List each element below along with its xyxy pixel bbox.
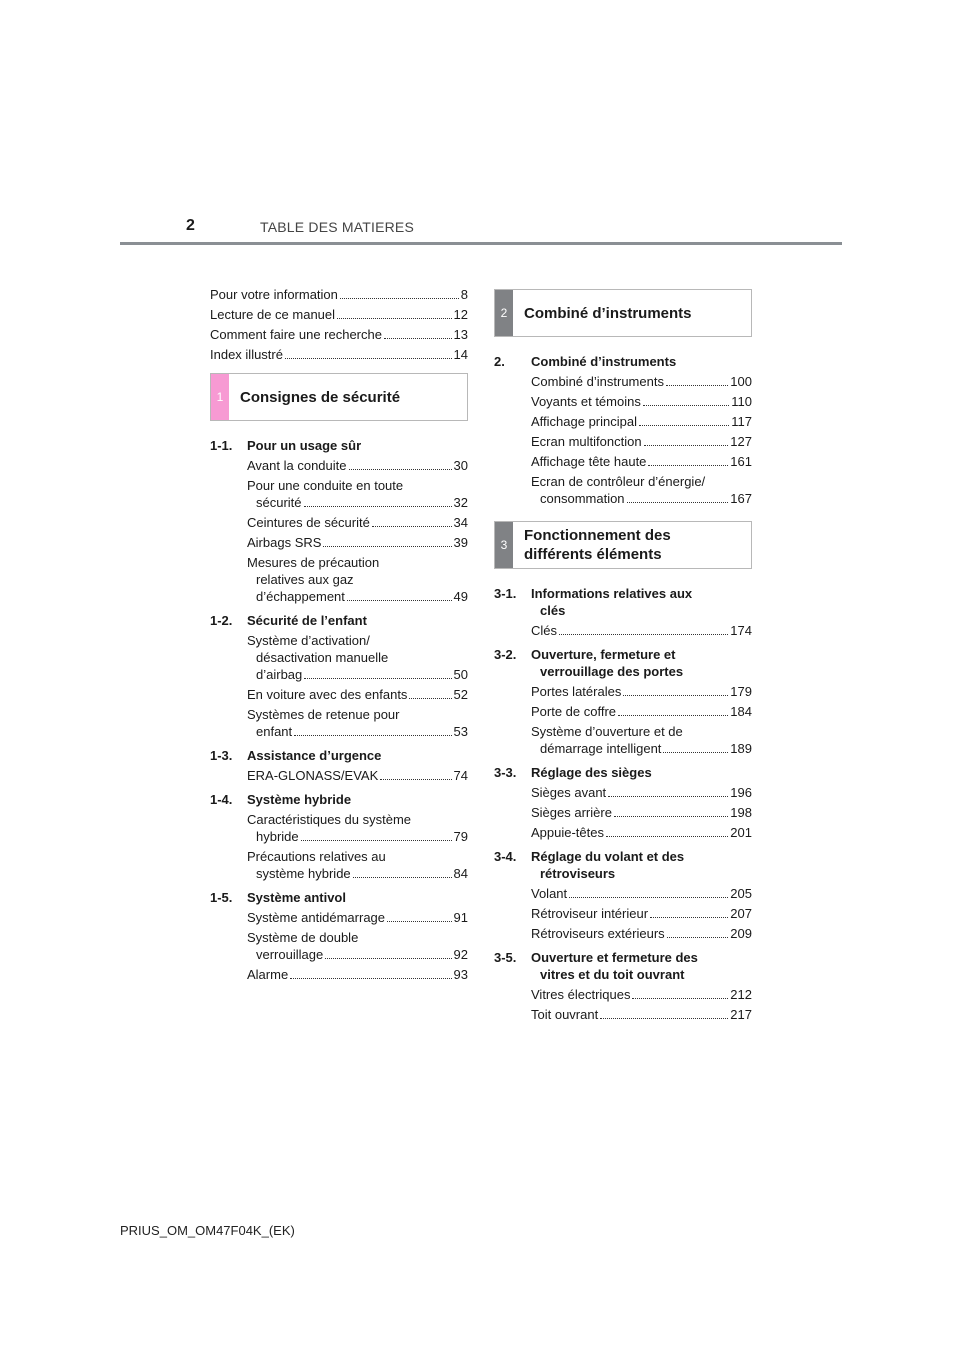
chapter-tab: 3 bbox=[495, 522, 513, 568]
toc-entry-line bbox=[247, 666, 468, 683]
toc-entry[interactable] bbox=[494, 723, 752, 757]
section-number: 1-1. bbox=[210, 438, 233, 453]
toc-entry[interactable] bbox=[210, 306, 468, 323]
toc-entry-line bbox=[210, 286, 468, 303]
toc-entry[interactable] bbox=[210, 966, 468, 983]
toc-entry-page: 91 bbox=[453, 910, 468, 925]
chapter-1 bbox=[210, 373, 468, 983]
chapter-tab: 1 bbox=[211, 374, 229, 420]
toc-entry[interactable] bbox=[210, 811, 468, 845]
section-title: Ouverture, fermeture et verrouillage des portes bbox=[531, 647, 684, 679]
dot-leader bbox=[337, 318, 452, 319]
toc-entry-label: Caractéristiques du système bbox=[247, 812, 412, 827]
toc-entry[interactable] bbox=[210, 632, 468, 683]
toc-entry[interactable] bbox=[494, 473, 752, 507]
toc-entry-label: Appuie-têtes bbox=[531, 825, 604, 840]
toc-entry-label: Sièges arrière bbox=[531, 805, 612, 820]
toc-entry-line bbox=[247, 828, 468, 845]
page-number: 2 bbox=[186, 217, 195, 234]
toc-entry[interactable] bbox=[210, 286, 468, 303]
toc-entry-page: 12 bbox=[453, 307, 468, 322]
toc-entry-page: 110 bbox=[731, 394, 752, 409]
toc-entry[interactable] bbox=[494, 453, 752, 470]
section-heading[interactable] bbox=[494, 353, 752, 370]
toc-entry-page: 167 bbox=[730, 491, 752, 506]
section-heading[interactable] bbox=[494, 585, 752, 619]
dot-leader bbox=[627, 502, 729, 503]
toc-entry-label-end: verrouillage bbox=[256, 947, 324, 962]
toc-entry-line bbox=[210, 346, 468, 363]
toc-entry-label-end: sécurité bbox=[256, 495, 302, 510]
toc-entry-label: Précautions relatives au bbox=[247, 849, 386, 864]
toc-entry-page: 93 bbox=[453, 967, 468, 982]
toc-entry[interactable] bbox=[210, 929, 468, 963]
footer-code: PRIUS_OM_OM47F04K_(EK) bbox=[120, 1223, 295, 1238]
toc-entry-page: 100 bbox=[730, 374, 752, 389]
toc-entry-page: 32 bbox=[453, 495, 468, 510]
toc-entry[interactable] bbox=[210, 477, 468, 511]
toc-entry-line bbox=[210, 326, 468, 343]
toc-column-right bbox=[494, 289, 752, 1026]
section-number: 3-2. bbox=[494, 647, 517, 662]
toc-entry-label: Système d’ouverture et de bbox=[531, 724, 683, 739]
section-number: 1-2. bbox=[210, 613, 233, 628]
chapter-2 bbox=[494, 289, 752, 507]
toc-entry-page: 217 bbox=[730, 1007, 752, 1022]
section-title: Réglage du volant et des rétroviseurs bbox=[531, 849, 685, 881]
chapter-tab: 2 bbox=[495, 290, 513, 336]
dot-leader bbox=[301, 840, 452, 841]
section-title: Système antivol bbox=[247, 890, 346, 905]
toc-entry-label: ERA-GLONASS/EVAK bbox=[247, 768, 379, 783]
dot-leader bbox=[663, 752, 728, 753]
dot-leader bbox=[380, 779, 451, 780]
toc-entry-label: Voyants et témoins bbox=[531, 394, 641, 409]
section-heading[interactable] bbox=[210, 791, 468, 808]
toc-entry-label: Pour une conduite en toute bbox=[247, 478, 404, 493]
dot-leader bbox=[347, 600, 452, 601]
dot-leader bbox=[349, 469, 452, 470]
toc-entry-label: Vitres électriques bbox=[531, 987, 631, 1002]
toc-entry-page: 209 bbox=[730, 926, 752, 941]
toc-entry-label: En voiture avec des enfants bbox=[247, 687, 408, 702]
section-title: Ouverture et fermeture des vitres et du toit ouvrant bbox=[531, 950, 698, 982]
chapter-title: Consignes de sécurité bbox=[240, 388, 401, 406]
toc-entry-label: Mesures de précaution relatives aux gaz bbox=[247, 555, 380, 587]
toc-entry-page: 52 bbox=[453, 687, 468, 702]
section-heading[interactable] bbox=[210, 437, 468, 454]
toc-entry-label: Comment faire une recherche bbox=[210, 327, 382, 342]
section-heading[interactable] bbox=[494, 646, 752, 680]
toc-entry-page: 127 bbox=[730, 434, 752, 449]
section-heading[interactable] bbox=[210, 747, 468, 764]
toc-entry-label: Ecran multifonction bbox=[531, 434, 642, 449]
chapter-heading bbox=[210, 373, 468, 421]
chapter-heading bbox=[494, 289, 752, 337]
section-number: 1-3. bbox=[210, 748, 233, 763]
toc-entry-label: Clés bbox=[531, 623, 558, 638]
toc-entry-line bbox=[531, 393, 752, 410]
toc-entry-page: 74 bbox=[453, 768, 468, 783]
toc-entry-line bbox=[531, 784, 752, 801]
toc-entry[interactable] bbox=[494, 885, 752, 902]
dot-leader bbox=[623, 695, 728, 696]
toc-column-left bbox=[210, 286, 468, 986]
toc-entry-line bbox=[531, 413, 752, 430]
dot-leader bbox=[323, 546, 451, 547]
toc-entry-page: 39 bbox=[453, 535, 468, 550]
toc-entry-page: 84 bbox=[453, 866, 468, 881]
toc-entry[interactable] bbox=[494, 1006, 752, 1023]
toc-entry-line bbox=[247, 588, 468, 605]
dot-leader bbox=[559, 634, 728, 635]
intro-list bbox=[210, 286, 468, 363]
toc-entry-line bbox=[247, 514, 468, 531]
dot-leader bbox=[644, 445, 729, 446]
toc-entry-line bbox=[531, 905, 752, 922]
toc-entry-line bbox=[247, 686, 468, 703]
toc-entry-line bbox=[531, 490, 752, 507]
section-number: 2. bbox=[494, 354, 505, 369]
toc-entry-line bbox=[210, 306, 468, 323]
toc-entry[interactable] bbox=[210, 909, 468, 926]
toc-entry[interactable] bbox=[494, 784, 752, 801]
toc-entry-page: 207 bbox=[730, 906, 752, 921]
section-number: 1-5. bbox=[210, 890, 233, 905]
dot-leader bbox=[600, 1018, 728, 1019]
toc-entry-label: Avant la conduite bbox=[247, 458, 347, 473]
toc-entry-line bbox=[531, 804, 752, 821]
toc-entry[interactable] bbox=[210, 848, 468, 882]
toc-entry-line bbox=[531, 622, 752, 639]
toc-entry-line bbox=[531, 824, 752, 841]
dot-leader bbox=[569, 897, 728, 898]
page-header bbox=[120, 214, 842, 246]
chapter-heading bbox=[494, 521, 752, 569]
toc-entry-line bbox=[247, 966, 468, 983]
toc-entry-label-end: démarrage intelligent bbox=[540, 741, 662, 756]
header-title: TABLE DES MATIERES bbox=[260, 219, 415, 235]
toc-entry-page: 161 bbox=[730, 454, 752, 469]
dot-leader bbox=[666, 385, 728, 386]
toc-entry-label: Portes latérales bbox=[531, 684, 622, 699]
chapter-3 bbox=[494, 521, 752, 1023]
toc-entry[interactable] bbox=[494, 804, 752, 821]
toc-entry[interactable] bbox=[494, 393, 752, 410]
toc-entry-label: Système de double bbox=[247, 930, 359, 945]
toc-entry-page: 189 bbox=[730, 741, 752, 756]
toc-entry-line bbox=[247, 865, 468, 882]
toc-entry[interactable] bbox=[210, 326, 468, 343]
toc-entry[interactable] bbox=[494, 373, 752, 390]
toc-entry[interactable] bbox=[210, 457, 468, 474]
section-title: Combiné d’instruments bbox=[531, 354, 677, 369]
toc-entry-label: Système d’activation/ désactivation manuelle bbox=[247, 633, 389, 665]
toc-entry[interactable] bbox=[210, 767, 468, 784]
toc-entry-label: Combiné d’instruments bbox=[531, 374, 664, 389]
toc-entry-line bbox=[247, 723, 468, 740]
dot-leader bbox=[384, 338, 452, 339]
toc-entry-line bbox=[247, 494, 468, 511]
toc-entry-label-end: d’échappement bbox=[256, 589, 345, 604]
toc-entry[interactable] bbox=[494, 986, 752, 1003]
section-heading[interactable] bbox=[494, 848, 752, 882]
section-heading[interactable] bbox=[210, 612, 468, 629]
toc-entry-page: 174 bbox=[730, 623, 752, 638]
toc-entry-line bbox=[531, 433, 752, 450]
toc-entry-page: 53 bbox=[453, 724, 468, 739]
toc-entry-page: 92 bbox=[453, 947, 468, 962]
dot-leader bbox=[606, 836, 728, 837]
toc-entry[interactable] bbox=[210, 706, 468, 740]
toc-entry-line bbox=[247, 909, 468, 926]
dot-leader bbox=[290, 978, 451, 979]
toc-entry-line bbox=[247, 767, 468, 784]
toc-entry-line bbox=[531, 740, 752, 757]
toc-entry-page: 50 bbox=[453, 667, 468, 682]
section-number: 1-4. bbox=[210, 792, 233, 807]
toc-entry-line bbox=[247, 946, 468, 963]
toc-entry-label-end: enfant bbox=[256, 724, 293, 739]
dot-leader bbox=[294, 735, 451, 736]
section-number: 3-4. bbox=[494, 849, 517, 864]
toc-entry-label: Pour votre information bbox=[210, 287, 338, 302]
toc-entry-label-end: système hybride bbox=[256, 866, 351, 881]
toc-entry-label-end: consommation bbox=[540, 491, 625, 506]
dot-leader bbox=[650, 917, 728, 918]
toc-entry-page: 117 bbox=[731, 414, 752, 429]
toc-entry-page: 198 bbox=[730, 805, 752, 820]
dot-leader bbox=[648, 465, 728, 466]
section-title: Pour un usage sûr bbox=[247, 438, 362, 453]
section-title: Système hybride bbox=[247, 792, 352, 807]
dot-leader bbox=[372, 526, 452, 527]
toc-entry-line bbox=[247, 534, 468, 551]
dot-leader bbox=[667, 937, 729, 938]
dot-leader bbox=[387, 921, 452, 922]
toc-entry-label: Airbags SRS bbox=[247, 535, 322, 550]
dot-leader bbox=[353, 877, 452, 878]
toc-entry-page: 184 bbox=[730, 704, 752, 719]
toc-entry[interactable] bbox=[494, 703, 752, 720]
toc-entry[interactable] bbox=[210, 554, 468, 605]
toc-entry[interactable] bbox=[210, 534, 468, 551]
dot-leader bbox=[643, 405, 729, 406]
toc-entry-page: 179 bbox=[730, 684, 752, 699]
toc-entry[interactable] bbox=[494, 433, 752, 450]
toc-entry-label: Volant bbox=[531, 886, 568, 901]
dot-leader bbox=[614, 816, 728, 817]
dot-leader bbox=[304, 678, 451, 679]
toc-entry-page: 13 bbox=[453, 327, 468, 342]
toc-entry-page: 34 bbox=[453, 515, 468, 530]
section-title: Réglage des sièges bbox=[531, 765, 652, 780]
toc-entry-label: Sièges avant bbox=[531, 785, 607, 800]
toc-entry-page: 30 bbox=[453, 458, 468, 473]
toc-entry-page: 79 bbox=[453, 829, 468, 844]
toc-entry-label: Systèmes de retenue pour bbox=[247, 707, 400, 722]
toc-entry-line bbox=[531, 703, 752, 720]
toc-entry-label: Toit ouvrant bbox=[531, 1007, 599, 1022]
toc-entry-line bbox=[531, 453, 752, 470]
toc-entry-page: 212 bbox=[730, 987, 752, 1002]
toc-entry-label-end: hybride bbox=[256, 829, 299, 844]
section-title: Sécurité de l’enfant bbox=[247, 613, 367, 628]
toc-entry-line bbox=[531, 373, 752, 390]
toc-entry[interactable] bbox=[494, 683, 752, 700]
toc-entry[interactable] bbox=[210, 686, 468, 703]
toc-entry[interactable] bbox=[210, 514, 468, 531]
chapter-title: Combiné d’instruments bbox=[524, 304, 692, 322]
toc-entry-page: 49 bbox=[453, 589, 468, 604]
dot-leader bbox=[639, 425, 729, 426]
dot-leader bbox=[632, 998, 728, 999]
section-heading[interactable] bbox=[494, 764, 752, 781]
toc-entry-line bbox=[531, 1006, 752, 1023]
toc-entry-label: Lecture de ce manuel bbox=[210, 307, 336, 322]
dot-leader bbox=[304, 506, 452, 507]
toc-entry[interactable] bbox=[494, 824, 752, 841]
toc-entry-page: 205 bbox=[730, 886, 752, 901]
section-heading[interactable] bbox=[210, 889, 468, 906]
section-number: 3-1. bbox=[494, 586, 517, 601]
section-title: Assistance d’urgence bbox=[247, 748, 382, 763]
dot-leader bbox=[340, 298, 459, 299]
toc-entry[interactable] bbox=[494, 622, 752, 639]
toc-entry[interactable] bbox=[494, 925, 752, 942]
toc-entry-label: Rétroviseur intérieur bbox=[531, 906, 649, 921]
chapter-title: Fonctionnement des différents éléments bbox=[524, 527, 671, 563]
header-rule bbox=[120, 242, 842, 245]
toc-entry-line bbox=[531, 683, 752, 700]
section-title: Informations relatives aux clés bbox=[531, 586, 693, 618]
section-number: 3-3. bbox=[494, 765, 517, 780]
toc-entry-label: Porte de coffre bbox=[531, 704, 617, 719]
toc-entry-page: 196 bbox=[730, 785, 752, 800]
dot-leader bbox=[409, 698, 451, 699]
toc-entry-label: Index illustré bbox=[210, 347, 283, 362]
dot-leader bbox=[608, 796, 728, 797]
toc-entry-label: Ceintures de sécurité bbox=[247, 515, 370, 530]
toc-entry[interactable] bbox=[494, 905, 752, 922]
toc-entry-page: 8 bbox=[460, 287, 468, 302]
toc-entry-label: Affichage tête haute bbox=[531, 454, 647, 469]
toc-entry-line bbox=[247, 457, 468, 474]
toc-entry[interactable] bbox=[494, 413, 752, 430]
toc-entry-line bbox=[531, 986, 752, 1003]
dot-leader bbox=[325, 958, 451, 959]
toc-entry-label-end: d’airbag bbox=[256, 667, 303, 682]
toc-entry-label: Système antidémarrage bbox=[247, 910, 386, 925]
toc-entry-line bbox=[531, 925, 752, 942]
toc-entry-page: 201 bbox=[730, 825, 752, 840]
section-heading[interactable] bbox=[494, 949, 752, 983]
toc-entry-page: 14 bbox=[453, 347, 468, 362]
toc-entry-line bbox=[531, 885, 752, 902]
dot-leader bbox=[285, 358, 452, 359]
toc-entry-label: Alarme bbox=[247, 967, 289, 982]
toc-entry-label: Rétroviseurs extérieurs bbox=[531, 926, 665, 941]
toc-entry-label: Ecran de contrôleur d’énergie/ bbox=[531, 474, 706, 489]
dot-leader bbox=[618, 715, 728, 716]
section-number: 3-5. bbox=[494, 950, 517, 965]
toc-entry-label: Affichage principal bbox=[531, 414, 637, 429]
toc-entry[interactable] bbox=[210, 346, 468, 363]
